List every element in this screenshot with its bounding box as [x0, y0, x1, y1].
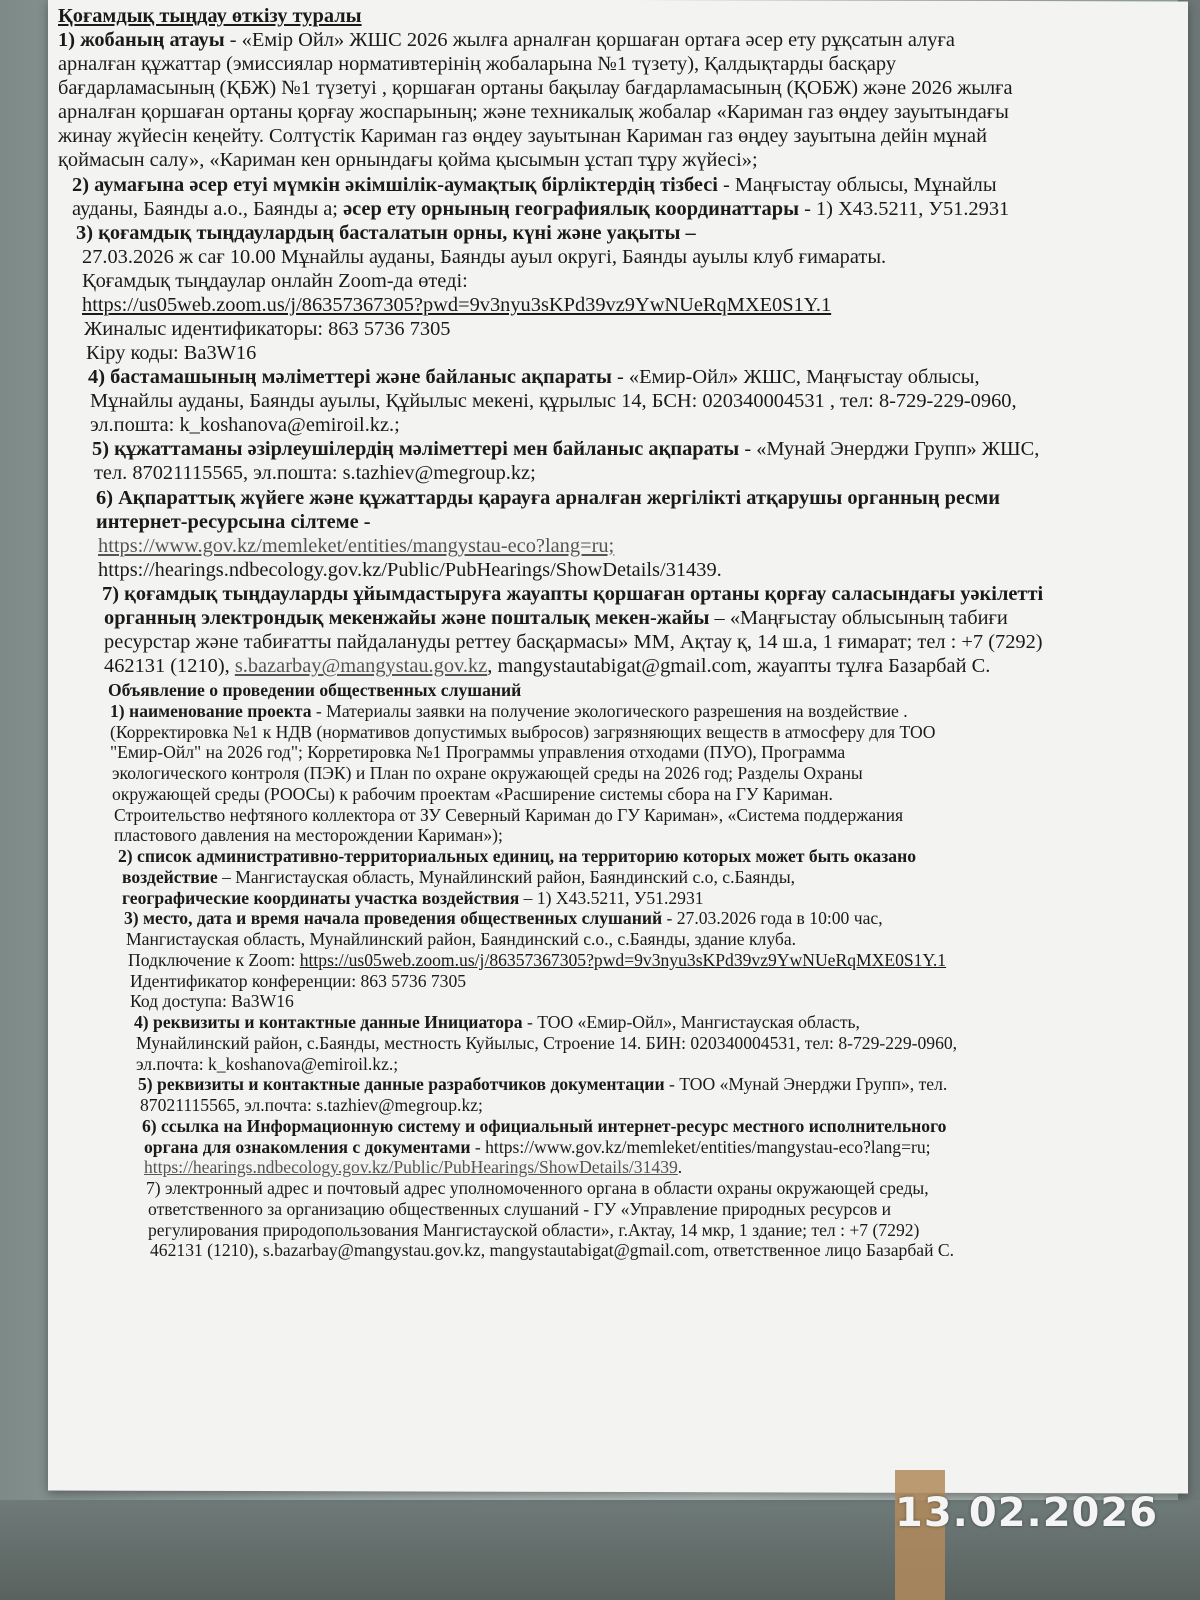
- ru-item-6-text: органа для ознакомления с документами - https://www.gov.kz/memleket/entities/mangystau-eco?lang=ru;: [144, 1136, 931, 1157]
- kz-item-1-text: қоймасын салу», «Кариман кен орнындағы қойма қысымын ұстап тұру жүйесі»;: [58, 149, 758, 172]
- kz-item-3: 3) қоғамдық тыңдаулардың басталатын орны, күні және уақыты –: [76, 221, 696, 244]
- kz-title: Қоғамдық тыңдау өткізу туралы: [58, 5, 362, 27]
- kz-item-6-label: интернет-ресурсына сілтеме -: [96, 510, 371, 533]
- ru-item-7: 7) электронный адрес и почтовый адрес уполномоченного органа в области охраны окружающей среды,: [146, 1178, 929, 1199]
- ru-item-3-text: Код доступа: Ba3W16: [130, 991, 294, 1012]
- ru-item-7-text: регулирования природопользования Мангистауской области», г.Актау, 14 мкр, 1 здание; тел : +7 (7292): [148, 1219, 920, 1240]
- kz-item-3-text: Жиналыс идентификаторы: 863 5736 7305: [84, 318, 451, 341]
- kz-item-2-text: ауданы, Баянды а.о., Баянды а; әсер ету орнының географиялық координаттары - 1) X43.5211, У51.2931: [72, 197, 1010, 220]
- russian-section: [58, 680, 1148, 1261]
- kz-item-7: 7) қоғамдық тыңдауларды ұйымдастыруға жауапты қоршаған ортаны қорғау саласындағы уәкілетті: [102, 582, 1044, 605]
- notice-document: [58, 4, 1148, 1261]
- kz-item-3-link-line: [58, 293, 1148, 317]
- ru-item-2-coords: географические координаты участка воздействия – 1) X43.5211, У51.2931: [122, 887, 704, 908]
- ru-hearings-link[interactable]: https://hearings.ndbecology.gov.kz/Public/PubHearings/ShowDetails/31439: [144, 1157, 678, 1178]
- ru-item-1-text: пластового давления на месторождении Кариман»);: [114, 825, 503, 846]
- ru-item-7-text: ответственного за организацию общественных слушаний - ГУ «Управление природных ресурсов и: [148, 1198, 892, 1219]
- ru-item-4: 4) реквизиты и контактные данные Инициатора - ТОО «Емир-Ойл», Мангистауская область,: [134, 1012, 860, 1033]
- ru-item-4-text: эл.почта: k_koshanova@emiroil.kz.;: [136, 1053, 399, 1074]
- ru-item-1: 1) наименование проекта - Материалы заявки на получение экологического разрешения на воздействие .: [110, 700, 908, 721]
- kz-item-3-text: Кіру коды: Ba3W16: [86, 342, 257, 365]
- kz-item-2: 2) аумағына әсер етуі мүмкін әкімшілік-аумақтық бірліктердің тізбесі - Маңғыстау облысы, Мұнайлы: [72, 173, 997, 196]
- kz-item-6: 6) Ақпараттық жүйеге және құжаттарды қарауға арналған жергілікті атқарушы органның ресми: [96, 486, 1000, 509]
- ru-item-3-text: Мангистауская область, Мунайлинский район, Баяндинский с.о., с.Баянды, здание клуба.: [126, 929, 797, 950]
- kz-item-1-text: арналған құжаттар (эмиссиялар нормативтерінің жобаларына №1 түзету), Қалдықтарды басқару: [58, 53, 897, 76]
- ru-item-1-text: экологического контроля (ПЭК) и План по охране окружающей среды на 2026 год; Разделы Охраны: [112, 763, 863, 784]
- kazakh-section: [58, 4, 1148, 678]
- kz-item-7-text: ресурстар және табиғатты пайдалануды реттеу басқармасы» ММ, Ақтау қ, 14 ш.а, 1 ғимарат; тел : +7 (7292): [104, 631, 1043, 654]
- kz-item-4: 4) бастамашының мәліметтері және байланыс ақпараты - «Емир-Ойл» ЖШС, Маңғыстау облысы,: [88, 366, 980, 389]
- ru-item-3-text: Идентификатор конференции: 863 5736 7305: [130, 970, 467, 991]
- ru-item-3: 3) место, дата и время начала проведения общественных слушаний - 27.03.2026 года в 10:00 час,: [124, 908, 883, 929]
- kz-item-3-text: 27.03.2026 ж сағ 10.00 Мұнайлы ауданы, Баянды ауыл округі, Баянды ауылы клуб ғимараты.: [82, 245, 887, 268]
- kz-item-7-label: органның электрондық мекенжайы және пошталық мекен-жайы – «Маңғыстау облысының табиғи: [104, 606, 1008, 629]
- kz-item-1-text: арналған қоршаған ортаны қорғау жоспарының; және техникалық жобалар «Кариман газ өңдеу зауытындағы: [58, 101, 1009, 124]
- ru-item-1-text: "Емир-Ойл" на 2026 год"; Корретировка №1 Программы управления отходами (ПУО), Программа: [110, 742, 846, 763]
- ru-item-5: 5) реквизиты и контактные данные разработчиков документации - ТОО «Мунай Энерджи Групп», тел.: [138, 1074, 948, 1095]
- kz-item-1-text: жинау жүйесін кеңейту. Солтүстік Кариман газ өңдеу зауытынан Кариман газ өңдеу зауытына дейін мұнай: [58, 125, 988, 148]
- kz-item-5-text: тел. 87021115565, эл.пошта: s.tazhiev@megroup.kz;: [94, 462, 536, 485]
- kz-item-1: 1) жобаның атауы - «Емір Ойл» ЖШС 2026 жылға арналған қоршаған ортаға әсер ету рұқсатын алуға: [58, 29, 955, 52]
- ru-item-5-text: 87021115565, эл.почта: s.tazhiev@megroup.kz;: [140, 1095, 483, 1116]
- ru-item-6-link-line: https://hearings.ndbecology.gov.kz/Public/PubHearings/ShowDetails/31439.: [144, 1157, 683, 1178]
- ru-item-1-text: окружающей среды (РООСы) к рабочим проектам «Расширение системы сбора на ГУ Кариман.: [112, 783, 833, 804]
- kz-item-7-text: 462131 (1210), s.bazarbay@mangystau.gov.kz, mangystautabigat@gmail.com, жауапты тұлға Базарбай С.: [104, 655, 991, 678]
- photo-date-stamp: 13.02.2026: [895, 1490, 1159, 1536]
- kz-zoom-link[interactable]: https://us05web.zoom.us/j/86357367305?pwd=9v3nyu3sKPd39vz9YwNUeRqMXE0S1Y.1: [82, 293, 832, 316]
- kz-gov-link[interactable]: https://www.gov.kz/memleket/entities/mangystau-eco?lang=ru;: [98, 534, 615, 557]
- ru-item-2: 2) список административно-территориальных единиц, на территорию которых может быть оказано: [118, 846, 917, 867]
- ru-item-4-text: Мунайлинский район, с.Баянды, местность Куйылыс, Строение 14. БИН: 020340004531, тел: 8-729-229-0960,: [136, 1032, 958, 1053]
- ru-title: Объявление о проведении общественных слушаний: [108, 680, 522, 701]
- kz-email-link[interactable]: s.bazarbay@mangystau.gov.kz: [234, 655, 488, 678]
- ru-item-1-text: (Корректировка №1 к НДВ (нормативов допустимых выбросов) загрязняющих веществ в атмосферу для ТОО: [110, 721, 936, 742]
- kz-item-4-text: эл.пошта: k_koshanova@emiroil.kz.;: [90, 414, 400, 437]
- kz-item-1-text: бағдарламасының (ҚБЖ) №1 түзетуі , қоршаған ортаны бақылау бағдарламасының (ҚОБЖ) және 2026 жылға: [58, 77, 1013, 100]
- ru-item-1-text: Строительство нефтяного коллектора от ЗУ Северный Кариман до ГУ Кариман», «Система поддержания: [114, 804, 904, 825]
- kz-item-6-link-line: [58, 534, 1148, 558]
- ru-zoom-link[interactable]: https://us05web.zoom.us/j/86357367305?pwd=9v3nyu3sKPd39vz9YwNUeRqMXE0S1Y.1: [299, 949, 947, 970]
- kz-item-4-text: Мұнайлы ауданы, Баянды ауылы, Құйылыс мекені, құрылыс 14, БСН: 020340004531 , тел: 8-729-229-0960,: [90, 390, 1017, 413]
- ru-item-2-text: воздействие – Мангистауская область, Мунайлинский район, Баяндинский с.о, с.Баянды,: [122, 866, 796, 887]
- kz-item-5: 5) құжаттаманы әзірлеушілердің мәліметтері мен байланыс ақпараты - «Мунай Энерджи Групп» ЖШС,: [92, 438, 1040, 461]
- ru-item-3-link-line: Подключение к Zoom: https://us05web.zoom.us/j/86357367305?pwd=9v3nyu3sKPd39vz9YwNUeRqMXE0S1Y.1: [128, 949, 947, 970]
- kz-item-3-text: Қоғамдық тыңдаулар онлайн Zoom-да өтеді:: [82, 269, 468, 292]
- kz-item-6-text: https://hearings.ndbecology.gov.kz/Public/PubHearings/ShowDetails/31439.: [98, 558, 722, 581]
- ru-item-6: 6) ссылка на Информационную систему и официальный интернет-ресурс местного исполнительного: [142, 1115, 947, 1136]
- ru-item-7-text: 462131 (1210), s.bazarbay@mangystau.gov.kz, mangystautabigat@gmail.com, ответственное лицо Базарбай С.: [150, 1240, 955, 1261]
